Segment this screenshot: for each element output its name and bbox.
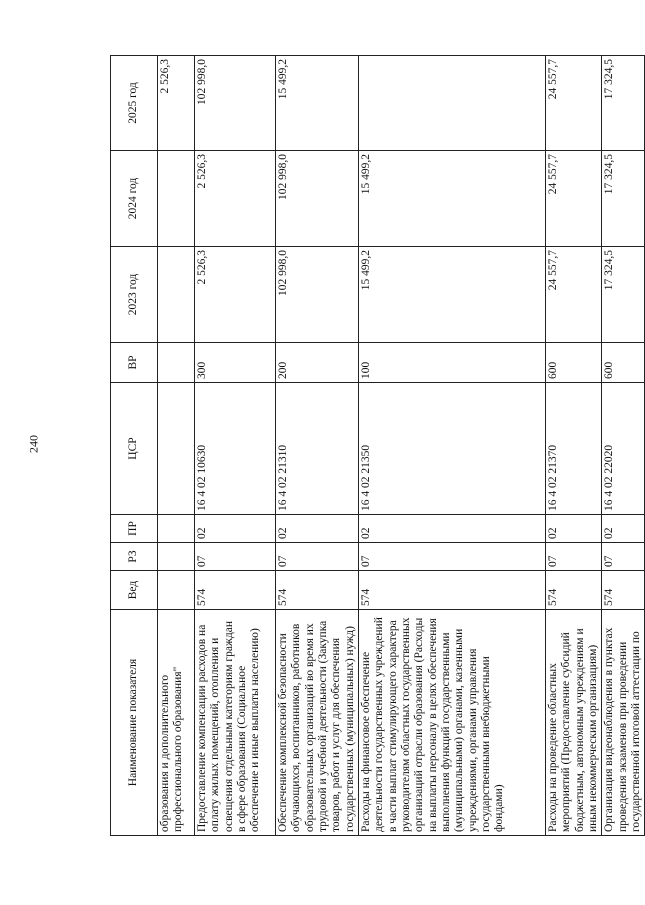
- cell-vr: 600: [602, 343, 645, 383]
- cell-rz: 07: [359, 543, 546, 571]
- table-row: [359, 56, 546, 836]
- header-2024: 2024 год: [111, 151, 158, 247]
- header-pr: ПР: [111, 515, 158, 543]
- cell-ved: 574: [602, 571, 645, 610]
- cell-vr: 600: [546, 343, 602, 383]
- table-row: [195, 56, 276, 836]
- cell-pr: 02: [276, 515, 359, 543]
- cell-2024: 24 557,7: [546, 151, 602, 247]
- cell-2024: 17 324,5: [602, 151, 645, 247]
- header-2023: 2023 год: [111, 247, 158, 343]
- cell-ved: 574: [195, 571, 276, 610]
- cell-name: Организация видеонаблюдения в пунктах проведения экзаменов при проведении государственной итоговой аттестации по: [602, 610, 645, 836]
- header-name: Наименование показателя: [111, 610, 158, 836]
- page-number: 240: [26, 435, 41, 453]
- cell-name: Обеспечение комплексной безопасности обучающихся, воспитанников, работников образовательных организаций во время их трудовой и учебной деятельности (Закупка товаров, работ и услуг для обеспечения государственных (муниципальных) нужд): [276, 610, 359, 836]
- cell-pr: [158, 515, 195, 543]
- cell-csr: 16 4 02 21350: [359, 383, 546, 515]
- cell-csr: 16 4 02 10630: [195, 383, 276, 515]
- cell-2023: 15 499,2: [359, 247, 546, 343]
- cell-2024: 15 499,2: [359, 151, 546, 247]
- cell-name: Предоставление компенсации расходов на оплату жилых помещений, отопления и освещения отдельным категориям граждан в сфере образования (Социальное обеспечение и иные выплаты населению): [195, 610, 276, 836]
- cell-rz: [158, 543, 195, 571]
- header-vr: ВР: [111, 343, 158, 383]
- cell-csr: 16 4 02 22020: [602, 383, 645, 515]
- cell-rz: 07: [546, 543, 602, 571]
- cell-pr: 02: [359, 515, 546, 543]
- cell-2025: 102 998,0: [195, 56, 276, 151]
- cell-2025: 15 499,2: [276, 56, 359, 151]
- rotated-table-wrapper: [110, 56, 642, 836]
- table-row-continuation: [158, 56, 195, 836]
- cell-csr: [158, 383, 195, 515]
- table-row: [276, 56, 359, 836]
- cell-pr: 02: [546, 515, 602, 543]
- cell-2023: 102 998,0: [276, 247, 359, 343]
- cell-ved: 574: [359, 571, 546, 610]
- cell-vr: 200: [276, 343, 359, 383]
- cell-name: Расходы на финансовое обеспечение деятельности государственных учреждений в части выплат стимулирующего характера руководителям областных государственных организаций отрасли образования (Расходы на выплаты персоналу в целях обеспечения выполнения функций государственными (муниципальными) органами, казенными учреждениями, органами управления государственными внебюджетными фондами): [359, 610, 546, 836]
- cell-2025: 17 324,5: [602, 56, 645, 151]
- cell-pr: 02: [602, 515, 645, 543]
- cell-ved: 574: [276, 571, 359, 610]
- cell-2025: 2 526,3: [158, 56, 195, 151]
- cell-name: Расходы на проведение областных мероприятий (Предоставление субсидий бюджетным, автономным учреждениям и иным некоммерческим организациям): [546, 610, 602, 836]
- cell-pr: 02: [195, 515, 276, 543]
- cell-vr: [158, 343, 195, 383]
- cell-rz: 07: [276, 543, 359, 571]
- header-csr: ЦСР: [111, 383, 158, 515]
- cell-rz: 07: [195, 543, 276, 571]
- header-rz: РЗ: [111, 543, 158, 571]
- cell-ved: [158, 571, 195, 610]
- cell-vr: 300: [195, 343, 276, 383]
- cell-2025: [359, 56, 546, 151]
- header-ved: Вед: [111, 571, 158, 610]
- table-row: [602, 56, 645, 836]
- cell-rz: 07: [602, 543, 645, 571]
- cell-vr: 100: [359, 343, 546, 383]
- table-row: [546, 56, 602, 836]
- cell-2023: 17 324,5: [602, 247, 645, 343]
- cell-2023: 2 526,3: [195, 247, 276, 343]
- table-header-row: [111, 56, 158, 836]
- cell-2025: 24 557,7: [546, 56, 602, 151]
- cell-csr: 16 4 02 21310: [276, 383, 359, 515]
- cell-2023: [158, 247, 195, 343]
- header-2025: 2025 год: [111, 56, 158, 151]
- cell-ved: 574: [546, 571, 602, 610]
- budget-table: [110, 55, 645, 836]
- cell-2024: 2 526,3: [195, 151, 276, 247]
- cell-2024: [158, 151, 195, 247]
- cell-2023: 24 557,7: [546, 247, 602, 343]
- cell-name: образования и дополнительного профессионального образования": [158, 610, 195, 836]
- cell-2024: 102 998,0: [276, 151, 359, 247]
- cell-csr: 16 4 02 21370: [546, 383, 602, 515]
